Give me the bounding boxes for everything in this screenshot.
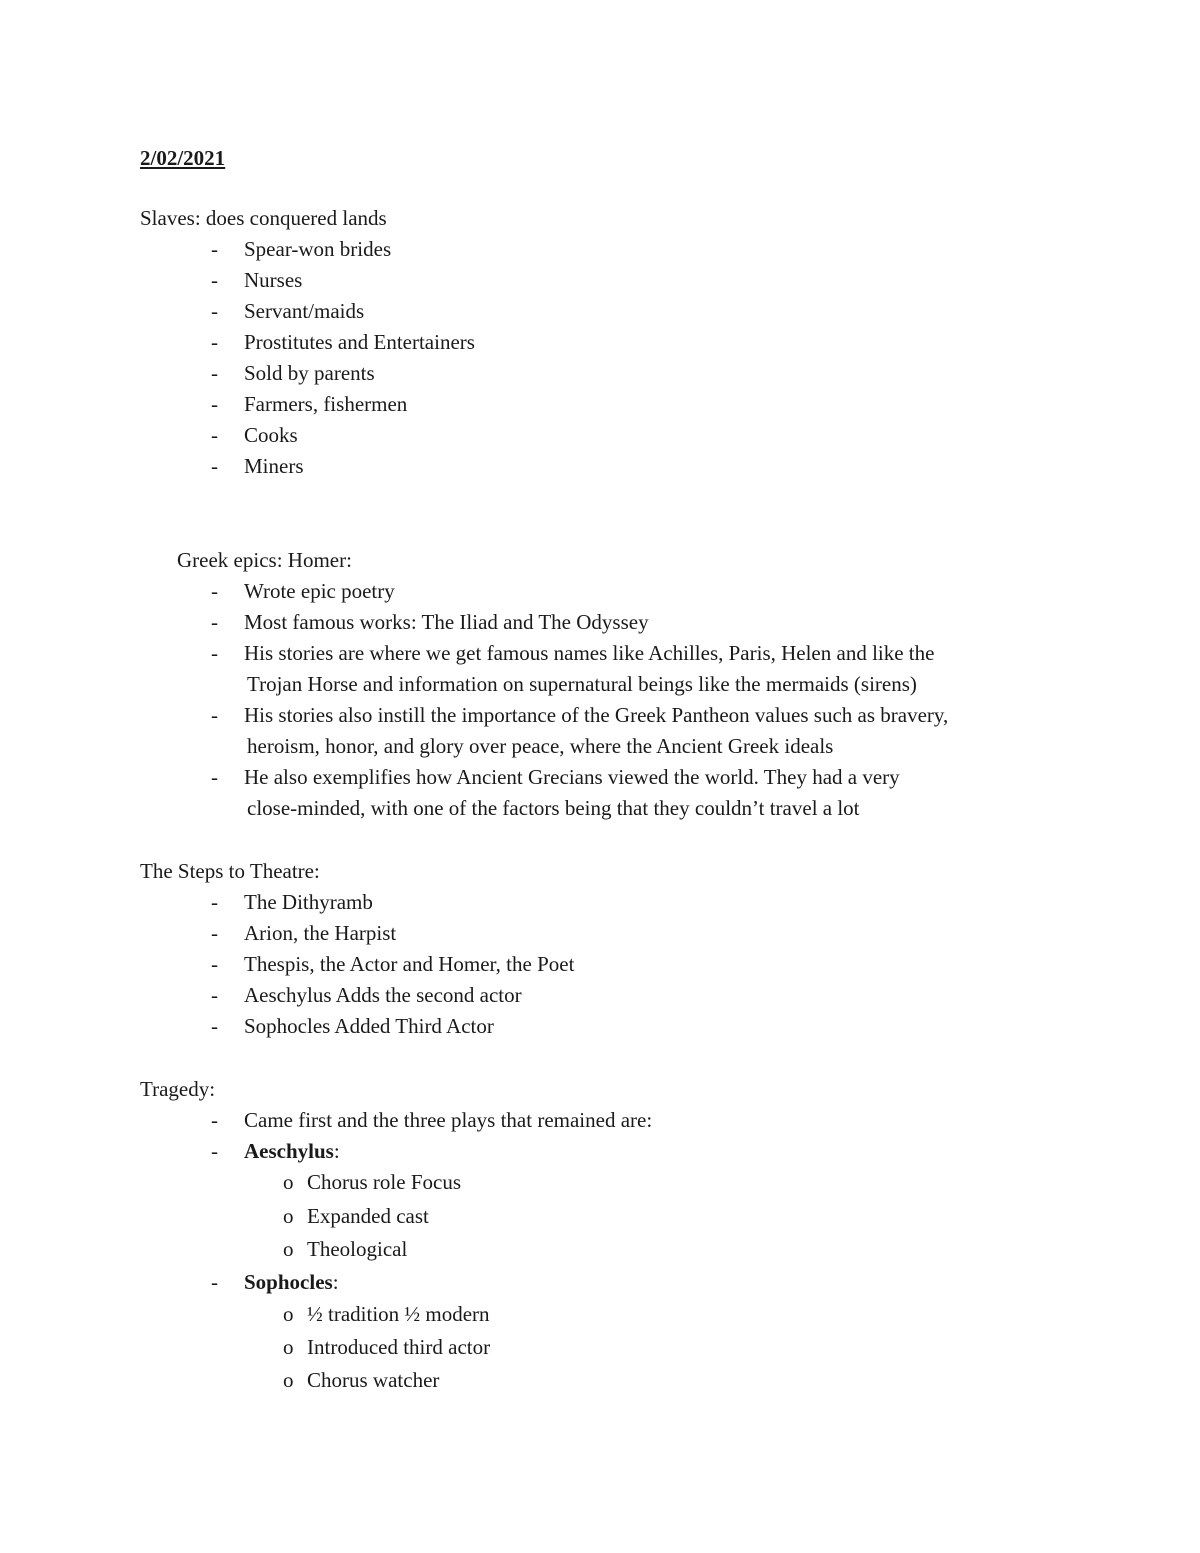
sub-list-item: o Chorus role Focus — [0, 1168, 1200, 1196]
dash-bullet — [211, 390, 225, 418]
list-item: - Miners — [0, 452, 1200, 480]
list-item-sophocles: - Sophocles: — [0, 1268, 1200, 1296]
sub-list-item: o Expanded cast — [0, 1202, 1200, 1230]
list-item: - Sold by parents — [0, 359, 1200, 387]
list-item: - He also exemplifies how Ancient Grecians viewed the world. They had a very — [0, 763, 1200, 791]
dash-bullet — [211, 608, 225, 636]
dash-bullet — [211, 919, 225, 947]
list-item: - Most famous works: The Iliad and The Odyssey — [0, 608, 1200, 636]
list-item: - Arion, the Harpist — [0, 919, 1200, 947]
sub-list-item: o Introduced third actor — [0, 1333, 1200, 1361]
dash-bullet — [211, 577, 225, 605]
dash-bullet — [211, 297, 225, 325]
list-item: - Thespis, the Actor and Homer, the Poet — [0, 950, 1200, 978]
list-item: - The Dithyramb — [0, 888, 1200, 916]
list-item: - His stories are where we get famous names like Achilles, Paris, Helen and like the — [0, 639, 1200, 667]
list-item-continuation: Trojan Horse and information on supernatural beings like the mermaids (sirens) — [247, 672, 917, 696]
list-item: - Nurses — [0, 266, 1200, 294]
circle-bullet — [283, 1333, 294, 1361]
list-item-continuation: close-minded, with one of the factors being that they couldn’t travel a lot — [247, 796, 860, 820]
list-item: - His stories also instill the importance of the Greek Pantheon values such as bravery, — [0, 701, 1200, 729]
theatre-heading: The Steps to Theatre: — [140, 859, 320, 883]
list-item: - Cooks — [0, 421, 1200, 449]
slaves-heading: Slaves: does conquered lands — [140, 206, 387, 230]
circle-bullet — [283, 1202, 294, 1230]
date-heading: 2/02/2021 — [140, 146, 226, 170]
sub-list-item: o Chorus watcher — [0, 1366, 1200, 1394]
circle-bullet — [283, 1168, 294, 1196]
list-item: - Spear-won brides — [0, 235, 1200, 263]
sub-list-item: o ½ tradition ½ modern — [0, 1300, 1200, 1328]
circle-bullet — [283, 1300, 294, 1328]
dash-bullet — [211, 1012, 225, 1040]
greek-epics-heading: Greek epics: Homer: — [177, 548, 352, 572]
dash-bullet — [211, 950, 225, 978]
dash-bullet — [211, 1106, 225, 1134]
tragedy-heading: Tragedy: — [140, 1077, 216, 1101]
dash-bullet — [211, 421, 225, 449]
dash-bullet — [211, 639, 225, 667]
list-item: - Servant/maids — [0, 297, 1200, 325]
sub-list-item: o Theological — [0, 1235, 1200, 1263]
list-item: - Prostitutes and Entertainers — [0, 328, 1200, 356]
dash-bullet — [211, 888, 225, 916]
circle-bullet — [283, 1235, 294, 1263]
list-item: - Aeschylus Adds the second actor — [0, 981, 1200, 1009]
playwright-name: Sophocles — [244, 1270, 333, 1294]
playwright-name: Aeschylus — [244, 1139, 334, 1163]
list-item: - Farmers, fishermen — [0, 390, 1200, 418]
dash-bullet — [211, 452, 225, 480]
dash-bullet — [211, 763, 225, 791]
dash-bullet — [211, 235, 225, 263]
list-item-aeschylus: - Aeschylus: — [0, 1137, 1200, 1165]
dash-bullet — [211, 328, 225, 356]
dash-bullet — [211, 701, 225, 729]
dash-bullet — [211, 1137, 225, 1165]
dash-bullet — [211, 981, 225, 1009]
list-item: - Wrote epic poetry — [0, 577, 1200, 605]
list-item: - Came first and the three plays that remained are: — [0, 1106, 1200, 1134]
list-item-continuation: heroism, honor, and glory over peace, where the Ancient Greek ideals — [247, 734, 834, 758]
dash-bullet — [211, 359, 225, 387]
dash-bullet — [211, 266, 225, 294]
dash-bullet — [211, 1268, 225, 1296]
list-item: - Sophocles Added Third Actor — [0, 1012, 1200, 1040]
circle-bullet — [283, 1366, 294, 1394]
